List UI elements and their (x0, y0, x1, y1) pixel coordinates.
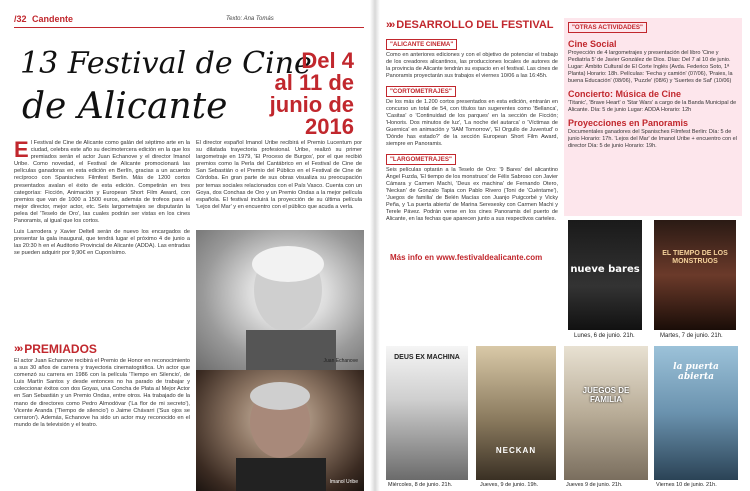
header-rule (14, 27, 364, 28)
date-line: al 11 de (274, 70, 354, 95)
date-line: Del 4 (301, 48, 354, 73)
photo-juan-echanove (196, 230, 364, 370)
poster-title: NECKAN (495, 446, 537, 455)
date-line: junio de (269, 92, 354, 117)
poster-el-tiempo-de-los-monstruos (654, 220, 736, 330)
left-page (0, 0, 372, 491)
poster-title: la puerta abierta (673, 362, 719, 382)
poster-neckan (476, 346, 556, 480)
author-credit: Texto: Ana Tomás (226, 16, 274, 22)
cine-social-text: Proyección de 4 largometrajes y presentación del libro 'Cine y Pediatría 5' de Javier González de Dios. Días: Del 7 al 10 de junio. Lugar: Ámbito Cultural de El Corte Inglés (Avda. Federico Soto, 1ª Planta) Horario: 18h. Películas: 'Fecha y camión' (07/06), 'Praies, la buena Educación' (08/06), 'Puzzle' (08/6) y 'Suertes de Saf' (10/06) (568, 50, 733, 84)
uribe-paragraph: El director español Imanol Uribe recibirá el Premio Lucentum por su dilatada trayectoria profesional. Uribe, realizó su primer largometraje en 1979, 'El Proceso de Burgos', por el que recibió premios como la Perla del Cantábrico en el Festival de Cine de San Sebastián o el Premio del Público en el Festival de Cine de Córdoba. En gran parte de sus obras visualiza su preocupación por temas sociales relacionados con el País Vasco. Cuenta con un Goya, dos Conchas de Oro y un Premio Ondas a la mejor película española. El festival incluirá la proyección de su última película 'Lejos del Mar' y en encuentro con el público que acuda a verla. (196, 140, 362, 210)
premiados-title: PREMIADOS (24, 342, 97, 356)
concierto-text: 'Titanic', 'Brave Heart' o 'Star Wars' a cargo de la Banda Municipal de Alicante. Día: 5 de junio Lugar: ADDA Horario: 12h (568, 100, 737, 113)
portrait-illustration (196, 230, 364, 370)
poster-juegos-de-familia (564, 346, 648, 480)
poster-caption: Miércoles, 8 de junio. 21h. (388, 482, 453, 488)
alicante-text: Como en anteriores ediciones y con el objetivo de potenciar el trabajo de los creadores alicantinos, las producciones locales de autores de la provincia de Alicante tendrán su espacio en el festival. Las cines de Panoramis proyectarán sus trabajos el viernes 10/06 a las 16:45h. (386, 52, 558, 79)
festival-dates (254, 50, 354, 138)
website-link[interactable]: Más info en www.festivaldealicante.com (390, 253, 543, 262)
cortos-text: De los más de 1.200 cortos presentados en esta edición, entrarán en concurso un total de 54, con títulos tan sugerentes como 'Bellanca', 'Casitas' o 'Continuidad de los parques' en la sección de Ficción; 'Honoris. Dos minutos de luz', 'La noche del autarca' o 'Víctimas de Guernica' en animación y '9AM Tomorrow', 'El Orgullo de Juventud' o 'Dónde has estado?' de la sección European Short Film Award, siempre en Panoramis. (386, 99, 558, 147)
page-number: /32 (14, 14, 27, 24)
section-name: Candente (32, 14, 74, 24)
poster-caption: Lunes, 6 de junio. 21h. (574, 333, 635, 339)
desarrollo-title: DESARROLLO DEL FESTIVAL (396, 19, 554, 31)
proyecciones-heading: Proyecciones en Panoramis (568, 118, 689, 128)
title-line-1: 13 Festival de Cine (20, 46, 312, 81)
poster-caption: Jueves, 9 de junio. 19h. (480, 482, 539, 488)
drop-cap: E (14, 140, 29, 162)
photo-imanol-uribe (196, 370, 364, 491)
uribe-column (196, 140, 362, 230)
poster-title: nueve bares (570, 264, 640, 275)
poster-title: EL TIEMPO DE LOS MONSTRUOS (662, 250, 728, 265)
tag-otras-actividades: "OTRAS ACTIVIDADES" (568, 22, 647, 33)
premiados-column (14, 358, 190, 486)
tag-largometrajes: "LARGOMETRAJES" (386, 154, 456, 165)
tag-cortometrajes: "CORTOMETRAJES" (386, 86, 456, 97)
intro-paragraph: Luis Larrodera y Xavier Deltell serán de nuevo los encargados de presentar la gala inaugural, que tendrá lugar el próximo 4 de junio a las 20:30 h en el Auditorio Provincial de Alicante (ADDA). Las entradas se pueden adquirir por 9,90€ en Cuponísimo. (14, 229, 190, 257)
intro-column (14, 140, 190, 330)
photo-caption: Imanol Uribe (329, 479, 358, 485)
title-line-2: de Alicante (22, 86, 228, 127)
premiados-heading (14, 342, 97, 356)
poster-deus-ex-machina (386, 346, 468, 480)
poster-caption: Jueves 9 de junio. 21h. (566, 482, 623, 488)
photo-caption: Juan Echanove (323, 358, 358, 364)
poster-la-puerta-abierta (654, 346, 738, 480)
poster-title: DEUS EX MACHINA (394, 354, 460, 361)
premiados-paragraph: El actor Juan Echanove recibirá el Premio de Honor en reconocimiento a sus 30 años de carrera y trayectoria cinematográfica. Un actor que comenzó su carrera en 1986 con la película 'Tiempo en Silencio', de Luis Martín Santos y desde entonces no ha parado de trabajar y coleccionar éxitos con dos Goyas, una Concha de Plata al Mejor Actor en San Sebastián y un Premio Ondas, entre otros. Ha trabajado de la mano de directores como Pedro Almodóvar ('La flor de mi secreto'), Vicente Aranda ('Tiempo de silencio') o Jaime Chávarri ('Sus ojos se cerraron'). Además, Echanove ha sido un actor muy reconocido en el mundo de la televisión y el teatro. (14, 358, 190, 428)
festival-column (386, 36, 558, 251)
tag-alicante-cinema: "ALICANTE CINEMA" (386, 39, 457, 50)
intro-paragraph: l Festival de Cine de Alicante como galán del séptimo arte en la ciudad, celebra este año su decimotercera edición en la que los premiados serán el actor Juan Echanove y el director Imanol Uribe. Como novedad, el Festival de Alicante promocionará las películas ganadoras en esta edición en Berlín, gracias a un acuerdo recíproco con Spanisches Filmfest Berlin. Más de 1200 cortos presentados avalan el éxito de esta edición. Competirán en tres categorías: Ficción, Animación y European Short Film Award, con premios que van de 1000 a 1500 euros, además de trofeos para el mejor director, mejor actor, etc. Seis largometrajes se disputarán la pelea del 'Teselo de Oro', las cuales podrán ser vistas en los cines Panoramis, al igual que los cortos. (14, 140, 190, 225)
concierto-heading: Concierto: Música de Cine (568, 89, 682, 99)
page-header (14, 14, 73, 24)
otras-actividades-column (568, 22, 738, 214)
cine-social-heading: Cine Social (568, 39, 617, 49)
poster-caption: Martes, 7 de junio. 21h. (660, 333, 723, 339)
chevron-right-icon: »» (386, 19, 393, 31)
date-line: 2016 (305, 114, 354, 139)
largos-text: Seis películas optarán a la Teselo de Oro: '9 Bares' del alicantino Ángel Fuzda, 'El tiempo de los monstruos' de Félix Sabroso con Javier Cámara y Carmen Machi, 'Deus ex machina' de Fernando Otero, 'Neckan' de Gonzalo Tapia con Pablo Rivero (Toni de 'Cuéntame'), 'Juegos de familia' de Belén Macías con Juanjo Puigcorbé y Vicky Peña, y 'La puerta abierta' de Marina Seresesky con Carmen Machi y Terele Pávez. Podrán verse en los cines Panoramis del puerto de Alicante, en las fechas que aparecen junto a sus respectivos carteles. (386, 167, 558, 222)
portrait-illustration (196, 370, 364, 491)
poster-caption: Viernes 10 de junio. 21h. (656, 482, 717, 488)
desarrollo-heading (386, 19, 554, 31)
proyecciones-text: Documentales ganadores del Spanisches Filmfest Berlin: Día: 5 de junio Horario: 17h. 'Lejos del Mar' de Imanol Uribe + encuentro con el director Día: 5 de junio Horario: 19h. (568, 129, 737, 149)
poster-title: JUEGOS DE FAMILIA (582, 386, 630, 404)
chevron-right-icon: »» (14, 343, 21, 355)
poster-nueve-bares (568, 220, 642, 330)
